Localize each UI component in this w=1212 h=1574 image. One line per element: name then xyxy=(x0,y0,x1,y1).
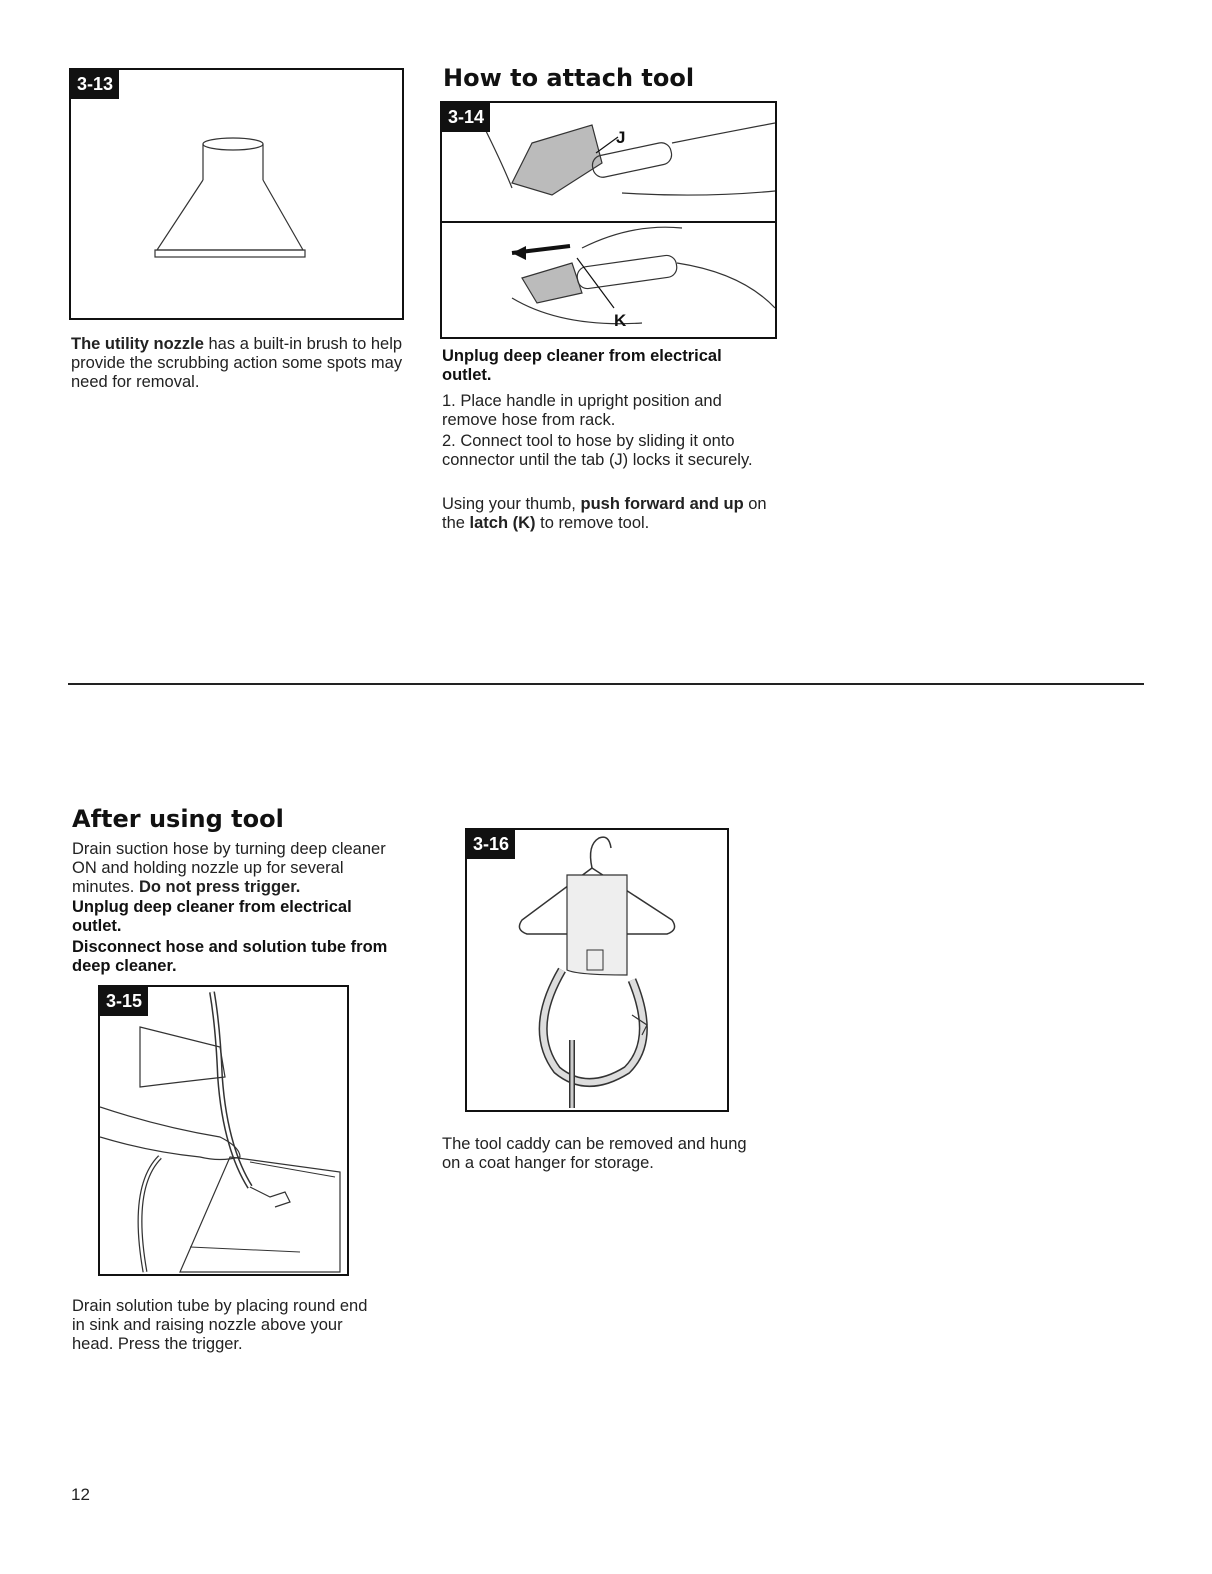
page-number: 12 xyxy=(71,1485,90,1504)
remove-tool-instruction: Using your thumb, push forward and up on the latch (K) to remove tool. xyxy=(442,495,767,532)
utility-nozzle-illustration xyxy=(71,70,402,318)
figure-3-14 xyxy=(440,101,777,339)
tool-caddy-on-hanger-illustration xyxy=(467,830,727,1110)
figure-label: 3-13 xyxy=(71,70,119,99)
section-divider xyxy=(68,683,1144,685)
after-heading: After using tool xyxy=(72,805,284,833)
drain-hose-instruction: Drain suction hose by turning deep cleaner ON and holding nozzle up for several minutes. Do not press trigger. xyxy=(72,840,386,896)
figure-3-15 xyxy=(98,985,349,1276)
tab-j-label: J xyxy=(616,128,626,147)
attach-step-1: 1. Place handle in upright position and remove hose from rack. xyxy=(442,392,722,429)
utility-nozzle-description: The utility nozzle has a built-in brush to help provide the scrubbing action some spots may need for removal. xyxy=(71,335,403,391)
figure-3-16 xyxy=(465,828,729,1112)
disconnect-instruction: Disconnect hose and solution tube from deep cleaner. xyxy=(72,938,388,975)
latch-k-label: K xyxy=(614,311,627,330)
figure-label: 3-16 xyxy=(467,830,515,859)
after-unplug-warning: Unplug deep cleaner from electrical outlet. xyxy=(72,898,352,935)
attach-heading: How to attach tool xyxy=(443,64,695,92)
figure-label: 3-14 xyxy=(442,103,490,132)
drain-solution-instruction: Drain solution tube by placing round end in sink and raising nozzle above your head. Press the trigger. xyxy=(72,1297,368,1353)
figure-3-13 xyxy=(69,68,404,320)
tool-caddy-storage-note: The tool caddy can be removed and hung on a coat hanger for storage. xyxy=(442,1135,747,1172)
attach-unplug-warning: Unplug deep cleaner from electrical outlet. xyxy=(442,347,722,384)
drain-solution-tube-illustration xyxy=(100,987,347,1274)
attach-tool-illustration xyxy=(442,103,775,337)
attach-step-2: 2. Connect tool to hose by sliding it onto connector until the tab (J) locks it securely. xyxy=(442,432,753,469)
figure-label: 3-15 xyxy=(100,987,148,1016)
